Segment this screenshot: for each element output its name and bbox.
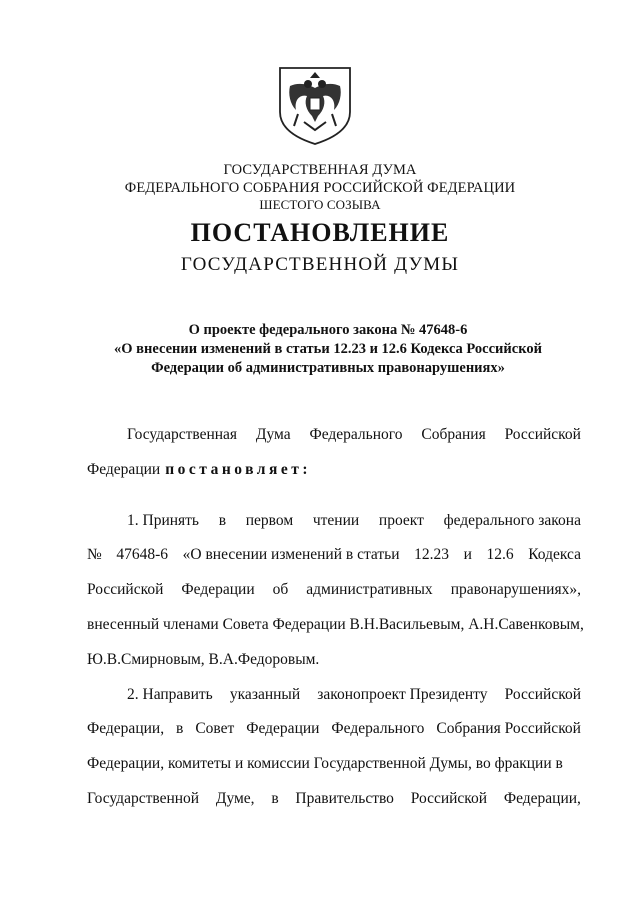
org-line-2: ФЕДЕРАЛЬНОГО СОБРАНИЯ РОССИЙСКОЙ ФЕДЕРАЦИИ (124, 180, 516, 196)
para2-line-2 (87, 720, 581, 738)
word: Совет (195, 720, 235, 737)
word: Государственная (127, 426, 238, 443)
para2-line-4 (87, 790, 581, 808)
word: Думе, (215, 790, 255, 807)
word: 1. Принять (127, 512, 200, 529)
org-line-3: ШЕСТОГО СОЗЫВА (259, 197, 381, 212)
para1-line-3 (87, 581, 581, 599)
word: 2. Направить (127, 686, 213, 703)
word: Собрания Российской (436, 720, 581, 737)
para1-line-2 (87, 546, 581, 564)
para1-line-1 (127, 512, 581, 530)
word: Федерации, комитеты и комиссии Государственной Думы, во фракции в (87, 755, 563, 772)
word: и (463, 546, 472, 563)
para1-line-5 (87, 651, 319, 669)
word: внесенный членами Совета Федерации В.Н.Васильевым, А.Н.Савенковым, (87, 616, 584, 633)
word: проект (378, 512, 424, 529)
word: Ю.В.Смирновым, В.А.Федоровым. (87, 651, 320, 668)
coat-of-arms-icon (274, 64, 356, 146)
word: в (271, 790, 279, 807)
word: 12.6 (486, 546, 514, 563)
para2-line-3 (87, 755, 581, 773)
word: «О внесении изменений в статьи (182, 546, 400, 563)
word: первом (245, 512, 294, 529)
subject-line-1: О проекте федерального закона № 47648-6 (188, 322, 468, 338)
subject-line-2: «О внесении изменений в статьи 12.23 и 12.6 Кодекса Российской (114, 341, 542, 357)
word: Дума (255, 426, 291, 443)
word: Федерации (87, 461, 161, 478)
word: Федерального (309, 426, 403, 443)
word: Российской (504, 686, 581, 703)
para2-line-1 (127, 686, 581, 704)
word: об (272, 581, 289, 598)
preamble-line-2 (87, 461, 311, 479)
word: № (87, 546, 102, 563)
preamble-line-1 (127, 426, 581, 444)
word: Российской (504, 426, 581, 443)
word: правонарушениях», (450, 581, 581, 598)
document-type: ПОСТАНОВЛЕНИЕ (190, 218, 450, 247)
para1-line-4 (87, 616, 584, 634)
word: в (218, 512, 227, 529)
word: законопроект Президенту (317, 686, 488, 703)
word: Российской (410, 790, 488, 807)
word: 12.23 (414, 546, 450, 563)
word: Правительство (295, 790, 394, 807)
org-line-1: ГОСУДАРСТВЕННАЯ ДУМА (223, 162, 417, 178)
word: Федерального (331, 720, 425, 737)
word: Собрания (421, 426, 486, 443)
word: 47648-6 (116, 546, 169, 563)
word: чтении (312, 512, 360, 529)
document-issuer: ГОСУДАРСТВЕННОЙ ДУМЫ (180, 254, 460, 275)
word: Российской (87, 581, 164, 598)
word: федерального закона (443, 512, 581, 529)
word: Федерации, (87, 720, 165, 737)
word: Кодекса (528, 546, 581, 563)
word: Федерации, (503, 790, 581, 807)
subject-line-3: Федерации об административных правонарушениях» (151, 360, 505, 376)
word: указанный (229, 686, 301, 703)
word: в (176, 720, 184, 737)
word: административных (306, 581, 433, 598)
word: Государственной (87, 790, 200, 807)
decree-verb: постановляет: (165, 461, 312, 478)
word: Федерации (181, 581, 255, 598)
word: Федерации (246, 720, 320, 737)
